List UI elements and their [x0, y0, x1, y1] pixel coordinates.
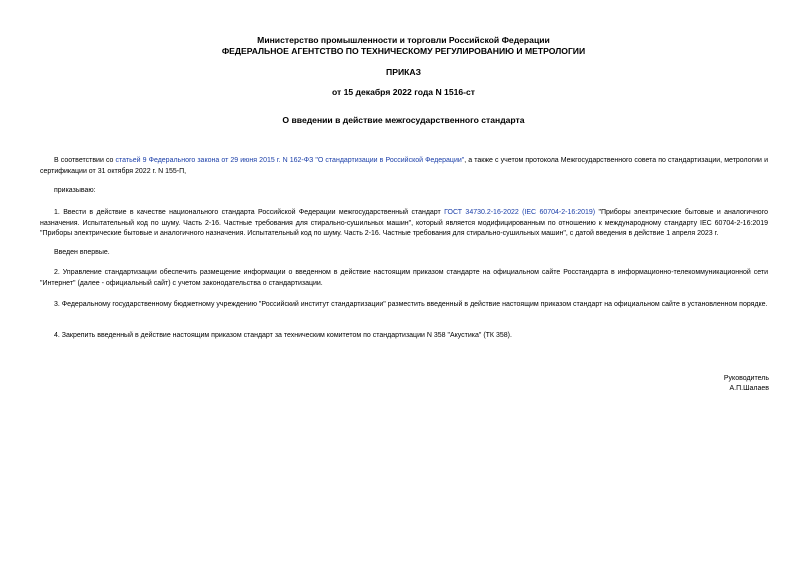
federal-law-link[interactable]: статьей 9 Федерального закона от 29 июня 2015 г. N 162-ФЗ "О стандартизации в Российской Федерации" — [115, 157, 465, 164]
gost-standard-link[interactable]: ГОСТ 34730.2-16-2022 (IEC 60704-2-16:2019) — [444, 209, 596, 216]
date-number: от 15 декабря 2022 года N 1516-ст — [331, 87, 476, 97]
item-1-prefix: 1. Ввести в действие в качестве национального стандарта Российской Федерации межгосударственный стандарт — [54, 209, 445, 216]
paragraph-preamble — [40, 156, 768, 177]
preamble-prefix: В соответствии со — [54, 157, 116, 164]
agency-heading: ФЕДЕРАЛЬНОЕ АГЕНТСТВО ПО ТЕХНИЧЕСКОМУ РЕГУЛИРОВАНИЮ И МЕТРОЛОГИИ — [221, 46, 586, 56]
document-type: ПРИКАЗ — [386, 67, 421, 77]
preamble-suffix: , а также с учетом протокола Межгосударственного совета по стандартизации, метрологии и сертификации от 31 октября 2022 г. N 155-П, — [40, 157, 768, 175]
paragraph-first-introduced: Введен впервые. — [54, 249, 110, 256]
paragraph-item-1 — [40, 208, 768, 240]
signature-name: А.П.Шалаев — [729, 385, 769, 392]
paragraph-item-2: 2. Управление стандартизации обеспечить размещение информации о введенном в действие настоящим приказом стандарте на официальном сайте Росстандарта в информационно-телекоммуникационной сети "Интернет" (далее - официальный сайт) с учетом законодательства о стандартизации. — [40, 269, 768, 287]
document-title: О введении в действие межгосударственного стандарта — [282, 115, 525, 125]
signature-position: Руководитель — [723, 375, 769, 382]
item-1-suffix: "Приборы электрические бытовые и аналогичного назначения. Испытательный код по шуму. Часть 2-16. Частные требования для стирально-сушильных машин", который является модифицированным по отношению к международному стандарту IEC 60704-2-16:2019 "Приборы электрические бытовые и аналогичного назначения. Испытательный код по шуму. Часть 2-16. Частные требования для стирально-сушильных машин", с датой введения в действие 1 апреля 2023 г. — [40, 209, 768, 237]
paragraph-item-3: 3. Федеральному государственному бюджетному учреждению "Российский институт стандартизации" разместить введенный в действие настоящим приказом стандарт на официальном сайте в установленном порядке. — [54, 301, 768, 308]
paragraph-order: приказываю: — [54, 187, 96, 194]
paragraph-item-4: 4. Закрепить введенный в действие настоящим приказом стандарт за техническим комитетом по стандартизации N 358 "Акустика" (ТК 358). — [54, 332, 512, 339]
ministry-heading: Министерство промышленности и торговли Российской Федерации — [257, 35, 550, 45]
